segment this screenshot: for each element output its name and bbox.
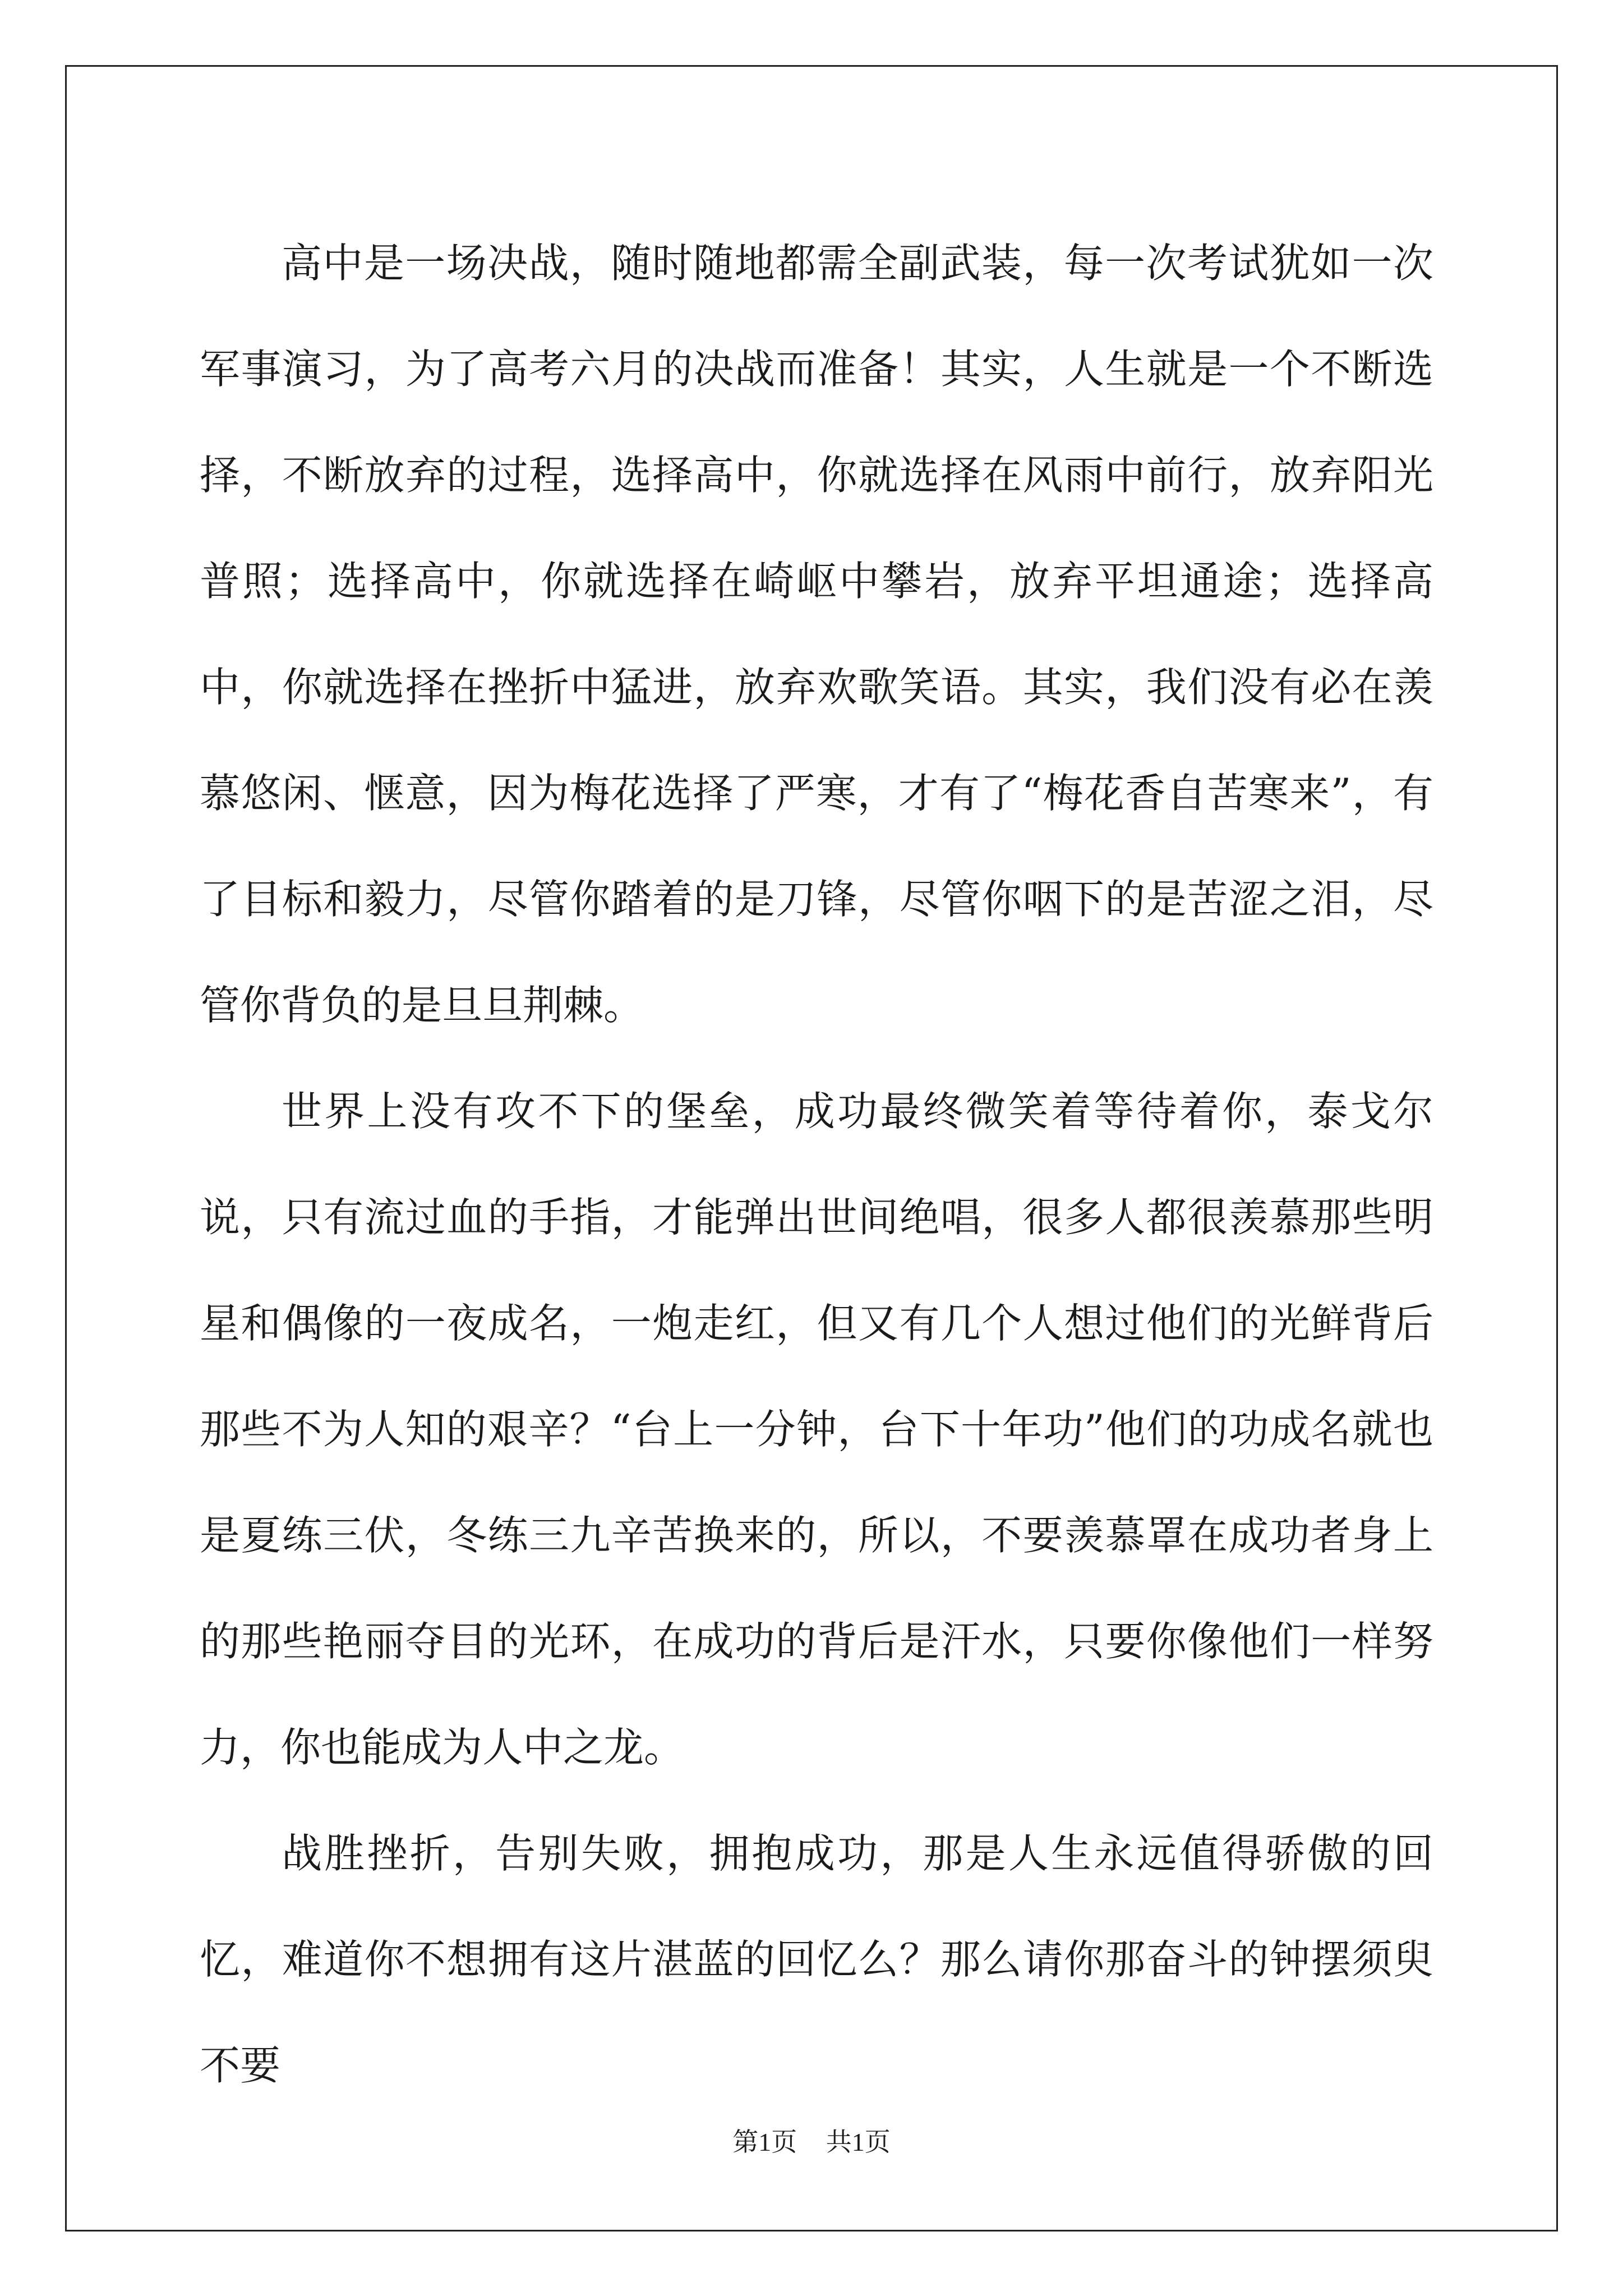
- page-number: 第1页: [732, 2128, 797, 2156]
- page-footer: [0, 2122, 1623, 2159]
- page-total: 共1页: [826, 2128, 891, 2156]
- paragraph-2: 世界上没有攻不下的堡垒，成功最终微笑着等待着你，泰戈尔说，只有流过血的手指，才能弹出世间绝唱，很多人都很羡慕那些明星和偶像的一夜成名，一炮走红，但又有几个人想过他们的光鲜背后那些不为人知的艰辛？“台上一分钟，台下十年功”他们的功成名就也是夏练三伏，冬练三九辛苦换来的，所以，不要羡慕罩在成功者身上的那些艳丽夺目的光环，在成功的背后是汗水，只要你像他们一样努力，你也能成为人中之龙。: [200, 1088, 1433, 1771]
- paragraph-1: 高中是一场决战，随时随地都需全副武装，每一次考试犹如一次军事演习，为了高考六月的决战而准备！其实，人生就是一个不断选择，不断放弃的过程，选择高中，你就选择在风雨中前行，放弃阳光普照；选择高中，你就选择在崎岖中攀岩，放弃平坦通途；选择高中，你就选择在挫折中猛进，放弃欢歌笑语。其实，我们没有必在羡慕悠闲、惬意，因为梅花选择了严寒，才有了“梅花香自苦寒来”，有了目标和毅力，尽管你踏着的是刀锋，尽管你咽下的是苦涩之泪，尽管你背负的是旦旦荆棘。: [200, 240, 1433, 1029]
- document-body: [200, 210, 1433, 2119]
- paragraph-3: 战胜挫折，告别失败，拥抱成功，那是人生永远值得骄傲的回忆，难道你不想拥有这片湛蓝的回忆么？那么请你那奋斗的钟摆须臾不要: [200, 1830, 1433, 2089]
